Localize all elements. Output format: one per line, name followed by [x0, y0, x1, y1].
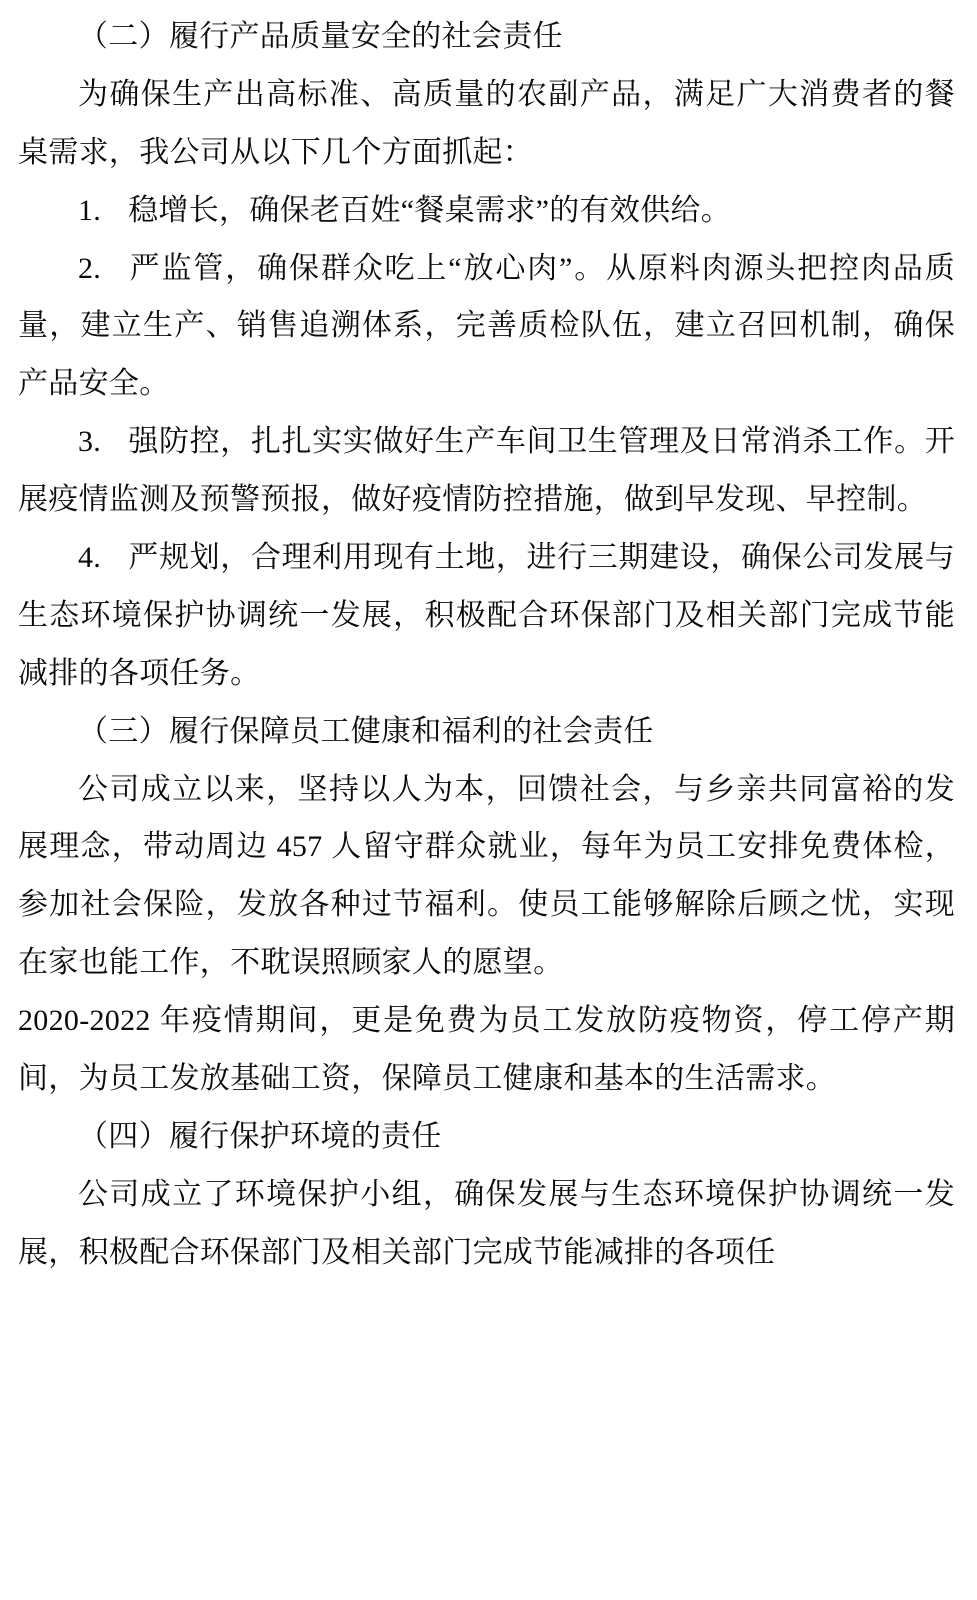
list-item-3-text: 强防控，扎扎实实做好生产车间卫生管理及日常消杀工作。开展疫情监测及预警预报，做好疫情防控措施，做到早发现、早控制。: [18, 425, 955, 517]
section-heading-three: （三）履行保障员工健康和福利的社会责任: [78, 714, 654, 748]
list-item-2-text: 严监管，确保群众吃上“放心肉”。从原料肉源头把控肉品质量，建立生产、销售追溯体系，完善质检队伍，建立召回机制，确保产品安全。: [18, 251, 955, 401]
section-three-paragraph-two: 2020-2022 年疫情期间，更是免费为员工发放防疫物资，停工停产期间，为员工发放基础工资，保障员工健康和基本的生活需求。: [18, 1004, 955, 1096]
list-item-4: [18, 529, 955, 703]
list-item-2-marker: 2.: [78, 251, 102, 285]
section-heading-four: （四）履行保护环境的责任: [78, 1119, 442, 1153]
list-item-4-marker: 4.: [78, 541, 102, 575]
list-item-1-text: 稳增长，确保老百姓“餐桌需求”的有效供给。: [128, 193, 732, 227]
list-item-1-marker: 1.: [78, 193, 102, 227]
section-four-paragraph-one: 公司成立了环境保护小组，确保发展与生态环境保护协调统一发展，积极配合环保部门及相关部门完成节能减排的各项任: [18, 1177, 955, 1269]
list-item-4-text: 严规划，合理利用现有土地，进行三期建设，确保公司发展与生态环境保护协调统一发展，积极配合环保部门及相关部门完成节能减排的各项任务。: [18, 541, 955, 690]
list-item-3-marker: 3.: [78, 425, 102, 459]
list-item-2: [18, 240, 955, 414]
section-two-intro-paragraph: 为确保生产出高标准、高质量的农副产品，满足广大消费者的餐桌需求，我公司从以下几个方面抓起：: [18, 77, 955, 169]
document-body: [18, 8, 955, 1282]
section-heading-two: （二）履行产品质量安全的社会责任: [78, 20, 563, 53]
section-three-paragraph-one: 公司成立以来，坚持以人为本，回馈社会，与乡亲共同富裕的发展理念，带动周边 457 人留守群众就业，每年为员工安排免费体检，参加社会保险，发放各种过节福利。使员工能够解除后顾之忧，实现在家也能工作，不耽误照顾家人的愿望。: [18, 772, 955, 980]
list-item-3: [18, 413, 955, 529]
list-item-1: [18, 182, 955, 240]
